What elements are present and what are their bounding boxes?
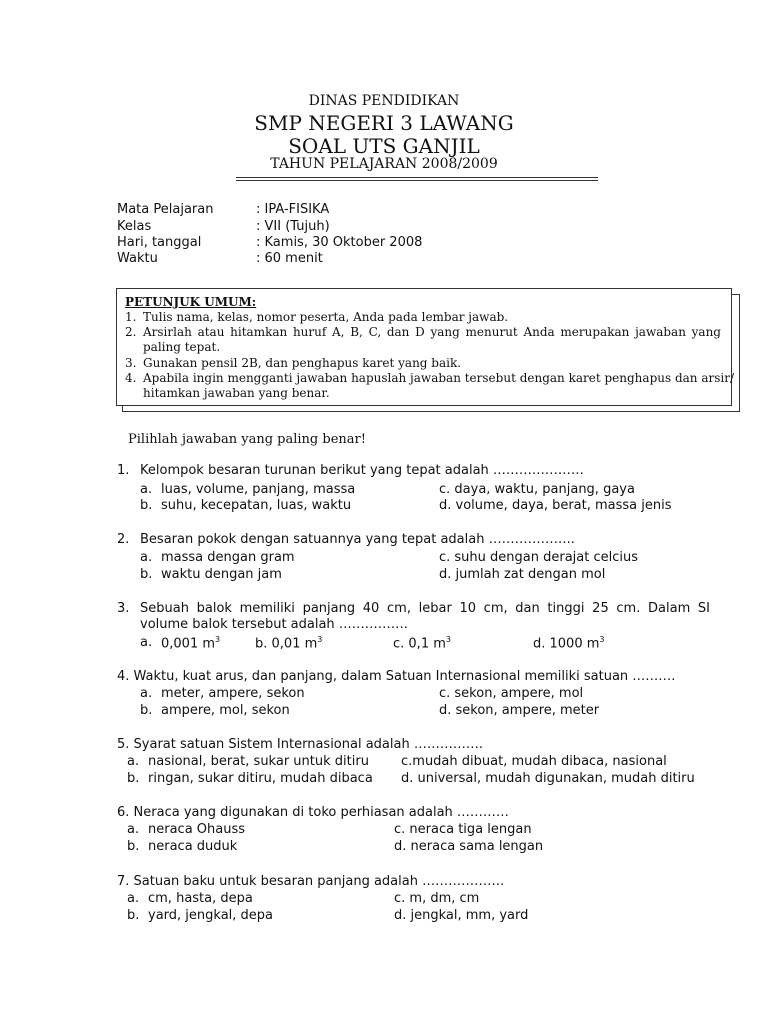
question-number: 3.: [117, 601, 130, 616]
option-b-letter: b.: [140, 498, 153, 513]
option-b: suhu, kecepatan, luas, waktu: [161, 498, 352, 513]
option-b: yard, jengkal, depa: [148, 908, 274, 923]
exam-title: SOAL UTS GANJIL: [288, 134, 480, 158]
option-c: c. neraca tiga lengan: [394, 822, 532, 837]
option-d-value: d. 1000 m: [533, 636, 600, 652]
question-text: 4. Waktu, kuat arus, dan panjang, dalam Satuan Internasional memiliki satuan ……….: [117, 669, 676, 684]
unit-exponent: 3: [215, 635, 221, 644]
option-d: d. volume, daya, berat, massa jenis: [439, 498, 672, 513]
option-a: cm, hasta, depa: [148, 891, 253, 906]
option-a: neraca Ohauss: [148, 822, 246, 837]
instruction-item: Tulis nama, kelas, nomor peserta, Anda pada lembar jawab.: [143, 310, 509, 324]
option-b: ampere, mol, sekon: [161, 703, 290, 718]
instruction-item: Arsirlah atau hitamkan huruf A, B, C, dan D yang menurut Anda merupakan jawaban yang: [143, 325, 721, 339]
option-d: d. neraca sama lengan: [394, 839, 544, 854]
instruction-number: 3.: [125, 356, 137, 370]
option-a: [161, 635, 220, 651]
question-text: Sebuah balok memiliki panjang 40 cm, lebar 10 cm, dan tinggi 25 cm. Dalam SI: [140, 601, 710, 616]
option-a-letter: a.: [140, 635, 153, 650]
option-a-value: 0,001 m: [161, 636, 216, 652]
option-d: [533, 635, 605, 651]
option-b-value: b. 0,01 m: [255, 636, 318, 652]
option-a-letter: a.: [140, 686, 153, 701]
question-number: 2.: [117, 532, 130, 547]
option-a-letter: a.: [140, 482, 153, 497]
unit-exponent: 3: [317, 635, 323, 644]
instruction-number: 1.: [125, 310, 137, 324]
instruction-item-continued: paling tepat.: [143, 340, 221, 354]
option-b: ringan, sukar ditiru, mudah dibaca: [148, 771, 373, 786]
option-c: c. daya, waktu, panjang, gaya: [439, 482, 635, 497]
question-number: 1.: [117, 463, 130, 478]
option-b-letter: b.: [140, 703, 153, 718]
option-a: meter, ampere, sekon: [161, 686, 305, 701]
option-b: neraca duduk: [148, 839, 238, 854]
info-label-date: Hari, tanggal: [117, 235, 202, 250]
option-a-letter: a.: [127, 754, 140, 769]
option-d: d. jengkal, mm, yard: [394, 908, 529, 923]
question-text: 6. Neraca yang digunakan di toko perhiasan adalah …………: [117, 805, 509, 820]
instruction-box: [116, 288, 732, 406]
info-value-subject: : IPA-FISIKA: [256, 202, 330, 217]
info-value-duration: : 60 menit: [256, 251, 323, 266]
question-text: Besaran pokok dengan satuannya yang tepat adalah ………………..: [140, 532, 575, 547]
option-c: c. suhu dengan derajat celcius: [439, 550, 639, 565]
info-value-date: : Kamis, 30 Oktober 2008: [256, 235, 423, 250]
info-value-class: : VII (Tujuh): [256, 219, 330, 234]
option-b-letter: b.: [127, 771, 140, 786]
instruction-number: 2.: [125, 325, 137, 339]
option-b-letter: b.: [127, 908, 140, 923]
option-a-letter: a.: [127, 891, 140, 906]
option-c: [393, 635, 451, 651]
instruction-item-continued: hitamkan jawaban yang benar.: [143, 386, 330, 400]
info-label-class: Kelas: [117, 219, 152, 234]
option-b-letter: b.: [140, 567, 153, 582]
instruction-item: Apabila ingin mengganti jawaban hapuslah jawaban tersebut dengan karet penghapus dan arsir/: [143, 371, 734, 385]
instruction-number: 4.: [125, 371, 137, 385]
option-b: [255, 635, 322, 651]
option-d: d. sekon, ampere, meter: [439, 703, 600, 718]
info-label-duration: Waktu: [117, 251, 158, 266]
option-c-value: c. 0,1 m: [393, 636, 446, 652]
question-text-continued: volume balok tersebut adalah …………….: [140, 617, 408, 632]
agency-title: DINAS PENDIDIKAN: [308, 93, 460, 109]
instruction-box-title: PETUNJUK UMUM:: [125, 295, 257, 309]
option-b-letter: b.: [127, 839, 140, 854]
option-c: c. sekon, ampere, mol: [439, 686, 584, 701]
question-text: 7. Satuan baku untuk besaran panjang adalah ……………….: [117, 874, 505, 889]
option-a: massa dengan gram: [161, 550, 295, 565]
option-c: c. m, dm, cm: [394, 891, 480, 906]
header-divider-top: [236, 177, 598, 178]
question-text: 5. Syarat satuan Sistem Internasional adalah …………….: [117, 737, 483, 752]
question-text: Kelompok besaran turunan berikut yang tepat adalah …………………: [140, 463, 584, 478]
academic-year: TAHUN PELAJARAN 2008/2009: [270, 156, 498, 172]
instruction-item: Gunakan pensil 2B, dan penghapus karet yang baik.: [143, 356, 462, 370]
unit-exponent: 3: [599, 635, 605, 644]
unit-exponent: 3: [445, 635, 451, 644]
info-label-subject: Mata Pelajaran: [117, 202, 214, 217]
option-a: nasional, berat, sukar untuk ditiru: [148, 754, 369, 769]
option-a-letter: a.: [127, 822, 140, 837]
option-a-letter: a.: [140, 550, 153, 565]
option-b: waktu dengan jam: [161, 567, 282, 582]
option-d: d. universal, mudah digunakan, mudah ditiru: [401, 771, 695, 786]
option-c: c.mudah dibuat, mudah dibaca, nasional: [401, 754, 667, 769]
answer-instruction: Pilihlah jawaban yang paling benar!: [128, 432, 366, 447]
option-a: luas, volume, panjang, massa: [161, 482, 356, 497]
school-title: SMP NEGERI 3 LAWANG: [254, 111, 514, 135]
option-d: d. jumlah zat dengan mol: [439, 567, 606, 582]
header-divider-bottom: [236, 180, 598, 181]
